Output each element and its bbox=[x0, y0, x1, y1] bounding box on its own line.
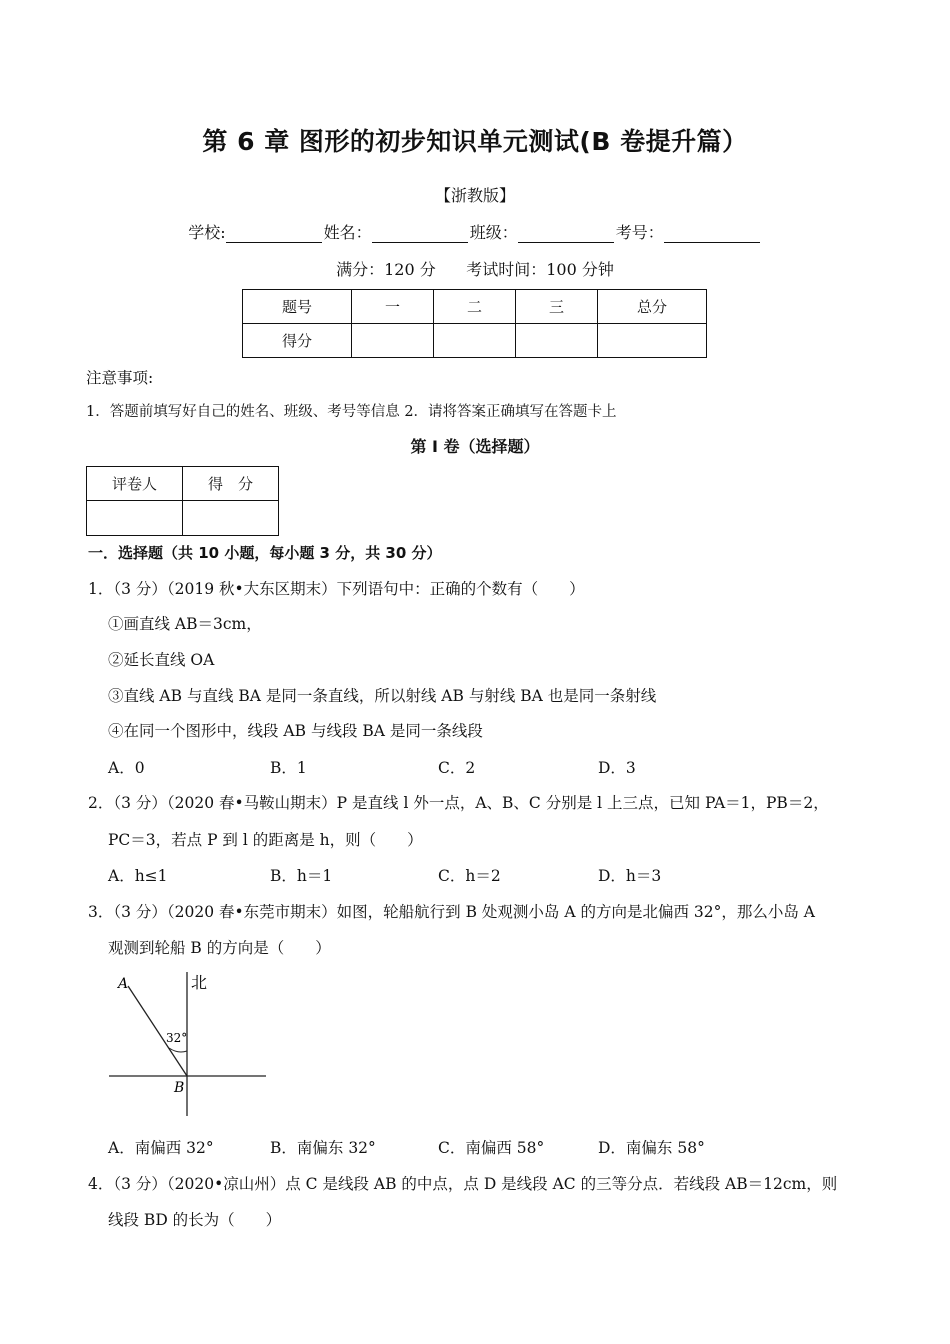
name-label: 姓名： bbox=[323, 223, 372, 242]
school-blank bbox=[226, 227, 322, 243]
score-table-row bbox=[243, 324, 707, 358]
q1-item: ③直线 AB 与直线 BA 是同一条直线，所以射线 AB 与射线 BA 也是同一条射线 bbox=[108, 687, 657, 705]
school-label: 学校: bbox=[188, 223, 226, 242]
q3-option-a: A．南偏西 32° bbox=[108, 1139, 214, 1157]
page-title: 第 6 章 图形的初步知识单元测试(B 卷提升篇） bbox=[202, 127, 748, 156]
exam-no-blank bbox=[664, 227, 760, 243]
q1-option-a: A．0 bbox=[108, 759, 145, 777]
name-blank bbox=[372, 227, 468, 243]
edition-label: 【浙教版】 bbox=[434, 186, 515, 205]
score-cell bbox=[434, 324, 516, 358]
q2-stem-line2: PC＝3，若点 P 到 l 的距离是 h，则（ ） bbox=[108, 831, 423, 849]
q1-item: ①画直线 AB＝3cm， bbox=[108, 615, 262, 633]
score-row-label: 得分 bbox=[243, 324, 352, 358]
q3-stem-line2: 观测到轮船 B 的方向是（ ） bbox=[108, 939, 331, 957]
score-table-header: 二 bbox=[434, 290, 516, 324]
exam-no-label: 考号： bbox=[615, 223, 664, 242]
q3-option-b: B．南偏东 32° bbox=[270, 1139, 376, 1157]
score-cell bbox=[352, 324, 434, 358]
q1-item: ②延长直线 OA bbox=[108, 651, 215, 669]
q1-option-c: C．2 bbox=[438, 759, 476, 777]
q2-option-a: A．h≤1 bbox=[108, 867, 168, 885]
grader-table bbox=[86, 466, 279, 536]
score-table bbox=[242, 289, 707, 358]
class-label: 班级： bbox=[469, 223, 518, 242]
section-title: 第 I 卷（选择题） bbox=[410, 437, 540, 456]
label-b: B bbox=[174, 1080, 185, 1096]
q2-option-d: D．h＝3 bbox=[598, 867, 662, 885]
grader-table-row bbox=[87, 501, 279, 536]
score-header: 得 分 bbox=[183, 467, 279, 501]
q3-direction-figure bbox=[100, 966, 275, 1118]
score-table-header: 总分 bbox=[598, 290, 707, 324]
class-blank bbox=[518, 227, 614, 243]
grader-cell bbox=[87, 501, 183, 536]
q1-option-b: B．1 bbox=[270, 759, 307, 777]
q2-option-c: C．h＝2 bbox=[438, 867, 501, 885]
notes-text: 1．答题前填写好自己的姓名、班级、考号等信息 2．请将答案正确填写在答题卡上 bbox=[86, 404, 617, 420]
q3-option-c: C．南偏西 58° bbox=[438, 1139, 545, 1157]
grader-header: 评卷人 bbox=[87, 467, 183, 501]
score-time-line bbox=[0, 257, 950, 280]
notes-title: 注意事项: bbox=[86, 369, 154, 387]
part1-heading: 一．选择题（共 10 小题，每小题 3 分，共 30 分） bbox=[88, 544, 442, 562]
angle-arc bbox=[169, 1048, 187, 1052]
q2-stem-line1: 2．（3 分）（2020 春•马鞍山期末）P 是直线 l 外一点，A、B、C 分别是 l 上三点，已知 PA＝1，PB＝2， bbox=[88, 794, 829, 812]
q4-stem-line1: 4．（3 分）（2020•凉山州）点 C 是线段 AB 的中点，点 D 是线段 AC 的三等分点．若线段 AB＝12cm，则 bbox=[88, 1175, 838, 1193]
q3-stem-line1: 3．（3 分）（2020 春•东莞市期末）如图，轮船航行到 B 处观测小岛 A 的方向是北偏西 32°，那么小岛 A bbox=[88, 903, 815, 921]
q4-stem-line2: 线段 BD 的长为（ ） bbox=[108, 1211, 282, 1229]
label-north: 北 bbox=[191, 973, 208, 992]
score-cell bbox=[183, 501, 279, 536]
score-table-header: 一 bbox=[352, 290, 434, 324]
q1-item: ④在同一个图形中，线段 AB 与线段 BA 是同一条线段 bbox=[108, 722, 483, 740]
label-a: A bbox=[118, 976, 129, 992]
q1-option-d: D．3 bbox=[598, 759, 636, 777]
grader-table-header-row bbox=[87, 467, 279, 501]
score-time-text: 满分：120 分 考试时间：100 分钟 bbox=[336, 260, 614, 279]
score-cell bbox=[516, 324, 598, 358]
angle-label: 32° bbox=[166, 1031, 188, 1045]
score-cell bbox=[598, 324, 707, 358]
q2-option-b: B．h＝1 bbox=[270, 867, 333, 885]
score-table-header: 三 bbox=[516, 290, 598, 324]
q3-option-d: D．南偏东 58° bbox=[598, 1139, 705, 1157]
student-info-line bbox=[0, 220, 950, 243]
q1-stem: 1．（3 分）（2019 秋•大东区期末）下列语句中：正确的个数有（ ） bbox=[88, 580, 585, 598]
score-table-header-row bbox=[243, 290, 707, 324]
score-table-header: 题号 bbox=[243, 290, 352, 324]
